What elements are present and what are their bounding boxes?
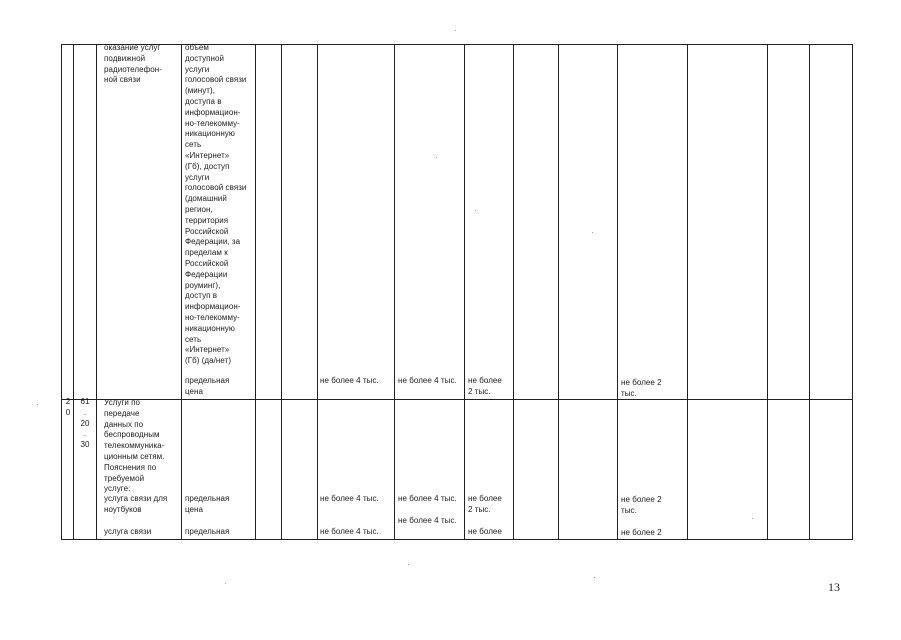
scan-speck [408,564,409,565]
table-col-line [809,44,810,540]
row-b-sub-1-name: услуга связи для ноутбуков [104,494,168,514]
scan-speck [225,583,226,584]
row-a-value-1: не более 4 тыс. [320,376,379,385]
table-bottom-border [61,539,852,540]
scan-speck [455,30,456,31]
row-b-sub-2-price-label: предельная [185,527,230,536]
row-a-characteristic: объем доступной услуги голосовой связи (минут), доступа в информацион- но-телекомму- никационную сеть «Интернет» (Гб), доступ услуги голосовой связи (домашний регион, территория Российской Федерации, за пределам к Российской Федерации роуминг), доступ в информацион- но-телекомму- никационную сеть «Интернет» (Гб) (да/нет) [185,43,247,366]
row-b-sub-1-value-2b: не более 4 тыс. [398,516,457,525]
row-a-value-2: не более 4 тыс. [398,376,457,385]
table-col-line [852,44,853,540]
row-a-value-4: не более 2 тыс. [621,378,662,398]
row-b-sub-1-value-4: не более 2 тыс. [621,495,662,515]
table-col-line [181,44,182,540]
table-col-line [61,44,62,540]
scan-speck [592,232,593,233]
row-b-number: 2 0 [65,397,71,417]
table-col-line [558,44,559,540]
scan-speck [436,157,437,158]
row-b-sub-1-price-label: предельная цена [185,494,230,514]
row-a-price-label: предельная цена [185,376,230,396]
table-col-line [255,44,256,540]
table-col-line [394,44,395,540]
table-col-line [96,44,97,540]
scan-speck [475,210,476,211]
table-col-line [281,44,282,540]
scan-speck [37,404,38,405]
scan-speck [594,577,595,578]
row-b-sub-1-value-2: не более 4 тыс. [398,494,457,503]
row-b-sub-2-value-1: не более 4 тыс. [320,527,379,536]
row-b-code: 61 . 20 . 30 [80,397,90,450]
row-b-sub-2-value-3: не более [468,527,502,536]
scan-speck [752,518,753,519]
table-col-line [73,44,74,540]
row-b-service-name: Услуги по передаче данных по беспроводным телекоммуника- ционным сетям. Пояснения по требуемой услуге: [104,398,165,494]
row-b-sub-1-value-1: не более 4 тыс. [320,494,379,503]
row-b-sub-2-value-4: не более 2 [621,528,662,537]
table-col-line [317,44,318,540]
row-b-sub-2-name: услуга связи [104,527,152,536]
table-col-line [687,44,688,540]
table-col-line [767,44,768,540]
table-col-line [617,44,618,540]
table-col-line [464,44,465,540]
row-b-sub-1-value-3: не более 2 тыс. [468,494,502,514]
row-a-value-3: не более 2 тыс. [468,376,502,396]
row-a-service-name: оказание услуг подвижной радиотелефон- ной связи [104,43,162,85]
table-col-line [513,44,514,540]
page-number: 13 [828,580,840,594]
